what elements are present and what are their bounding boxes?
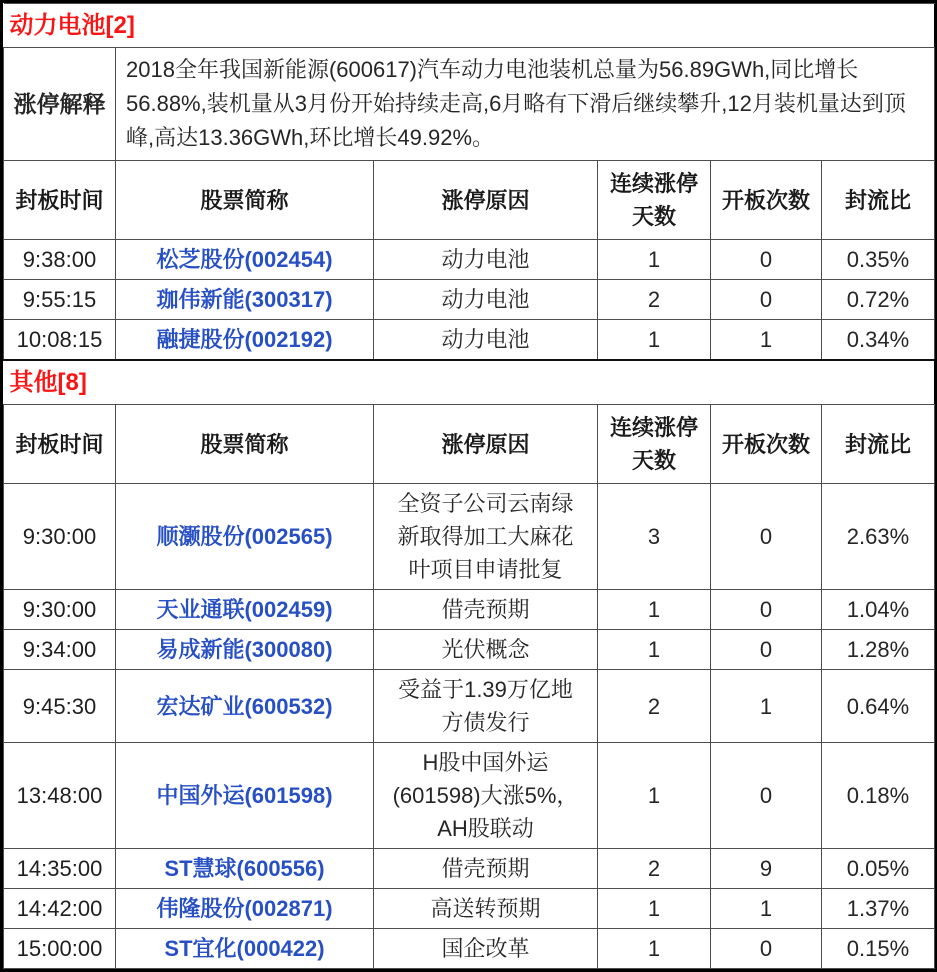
cell-days: 1 (598, 743, 711, 849)
cell-opens: 0 (711, 743, 822, 849)
col-header-opens: 开板次数 (711, 161, 822, 240)
cell-stock (116, 484, 374, 590)
cell-stock (116, 670, 374, 743)
cell-opens: 0 (711, 280, 822, 320)
stock-link[interactable]: 宏达矿业(600532) (156, 693, 333, 719)
col-header-time: 封板时间 (4, 405, 116, 484)
col-header-stock: 股票简称 (116, 405, 374, 484)
cell-stock (116, 590, 374, 630)
cell-ratio: 0.15% (822, 929, 935, 969)
col-header-time: 封板时间 (4, 161, 116, 240)
section-title-cell (4, 4, 935, 48)
cell-stock (116, 849, 374, 889)
cell-seal-time: 14:35:00 (4, 849, 116, 889)
cell-reason: 国企改革 (374, 929, 598, 969)
cell-days: 3 (598, 484, 711, 590)
cell-opens: 1 (711, 889, 822, 929)
cell-days: 1 (598, 320, 711, 361)
col-header-opens: 开板次数 (711, 405, 822, 484)
col-header-ratio: 封流比 (822, 405, 935, 484)
explain-row (4, 48, 935, 161)
stock-link[interactable]: 伟隆股份(002871) (156, 896, 333, 922)
col-header-days: 连续涨停天数 (598, 405, 711, 484)
stock-link[interactable]: 顺灏股份(002565) (156, 524, 333, 550)
limit-up-table (3, 3, 935, 969)
table-row (4, 670, 935, 743)
table-row (4, 849, 935, 889)
section-2-title: 其他[8] (9, 369, 87, 397)
cell-reason: 借壳预期 (374, 849, 598, 889)
explain-text: 2018全年我国新能源(600617)汽车动力电池装机总量为56.89GWh,同比增长56.88%,装机量从3月份开始持续走高,6月略有下滑后继续攀升,12月装机量达到顶峰,高达13.36GWh,环比增长49.92%。 (116, 48, 935, 161)
cell-opens: 1 (711, 320, 822, 361)
cell-stock (116, 320, 374, 361)
cell-opens: 0 (711, 630, 822, 670)
stock-link[interactable]: 天业通联(002459) (156, 597, 333, 623)
cell-reason: 光伏概念 (374, 630, 598, 670)
cell-ratio: 1.28% (822, 630, 935, 670)
cell-stock (116, 743, 374, 849)
cell-seal-time: 13:48:00 (4, 743, 116, 849)
section-1-title: 动力电池[2] (9, 12, 135, 39)
cell-seal-time: 9:30:00 (4, 484, 116, 590)
cell-stock (116, 929, 374, 969)
cell-ratio: 1.04% (822, 590, 935, 630)
section-title-row-1 (4, 4, 935, 48)
cell-seal-time: 10:08:15 (4, 320, 116, 361)
stock-link[interactable]: 珈伟新能(300317) (156, 287, 333, 313)
col-header-reason: 涨停原因 (374, 161, 598, 240)
cell-reason: 借壳预期 (374, 590, 598, 630)
cell-ratio: 1.37% (822, 889, 935, 929)
cell-opens: 0 (711, 484, 822, 590)
cell-ratio: 0.72% (822, 280, 935, 320)
cell-reason: 动力电池 (374, 320, 598, 361)
header-row-2 (4, 405, 935, 484)
cell-stock (116, 280, 374, 320)
cell-ratio: 0.05% (822, 849, 935, 889)
table-row (4, 929, 935, 969)
stock-link[interactable]: ST宜化(000422) (164, 936, 325, 962)
cell-reason: 全资子公司云南绿新取得加工大麻花叶项目申请批复 (374, 484, 598, 590)
cell-days: 1 (598, 240, 711, 280)
cell-ratio: 0.64% (822, 670, 935, 743)
table-row (4, 743, 935, 849)
cell-opens: 0 (711, 240, 822, 280)
table-row (4, 240, 935, 280)
table-row (4, 280, 935, 320)
cell-reason: H股中国外运(601598)大涨5%，AH股联动 (374, 743, 598, 849)
cell-seal-time: 9:55:15 (4, 280, 116, 320)
cell-reason: 动力电池 (374, 240, 598, 280)
cell-days: 2 (598, 849, 711, 889)
cell-stock (116, 240, 374, 280)
cell-seal-time: 9:45:30 (4, 670, 116, 743)
cell-opens: 1 (711, 670, 822, 743)
cell-seal-time: 14:42:00 (4, 889, 116, 929)
cell-seal-time: 9:30:00 (4, 590, 116, 630)
header-row-1 (4, 161, 935, 240)
cell-days: 2 (598, 280, 711, 320)
cell-ratio: 0.18% (822, 743, 935, 849)
table-row (4, 630, 935, 670)
cell-days: 1 (598, 889, 711, 929)
cell-reason: 受益于1.39万亿地方债发行 (374, 670, 598, 743)
stock-link[interactable]: 中国外运(601598) (156, 783, 333, 809)
col-header-days: 连续涨停天数 (598, 161, 711, 240)
cell-opens: 0 (711, 590, 822, 630)
cell-days: 1 (598, 630, 711, 670)
table-row (4, 590, 935, 630)
cell-ratio: 0.35% (822, 240, 935, 280)
col-header-reason: 涨停原因 (374, 405, 598, 484)
cell-ratio: 2.63% (822, 484, 935, 590)
table-row (4, 889, 935, 929)
cell-opens: 0 (711, 929, 822, 969)
cell-reason: 动力电池 (374, 280, 598, 320)
cell-seal-time: 9:34:00 (4, 630, 116, 670)
col-header-stock: 股票简称 (116, 161, 374, 240)
explain-label: 涨停解释 (4, 48, 116, 161)
cell-stock (116, 889, 374, 929)
stock-link[interactable]: 易成新能(300080) (156, 637, 333, 663)
cell-stock (116, 630, 374, 670)
col-header-ratio: 封流比 (822, 161, 935, 240)
stock-link[interactable]: ST慧球(600556) (164, 856, 325, 882)
cell-days: 1 (598, 929, 711, 969)
cell-days: 2 (598, 670, 711, 743)
stock-link[interactable]: 融捷股份(002192) (156, 327, 333, 353)
cell-seal-time: 15:00:00 (4, 929, 116, 969)
section-title-cell (4, 360, 935, 405)
table-row (4, 320, 935, 361)
stock-link[interactable]: 松芝股份(002454) (156, 247, 333, 273)
section-title-row-2 (4, 360, 935, 405)
cell-ratio: 0.34% (822, 320, 935, 361)
cell-reason: 高送转预期 (374, 889, 598, 929)
cell-days: 1 (598, 590, 711, 630)
table-row (4, 484, 935, 590)
cell-opens: 9 (711, 849, 822, 889)
cell-seal-time: 9:38:00 (4, 240, 116, 280)
